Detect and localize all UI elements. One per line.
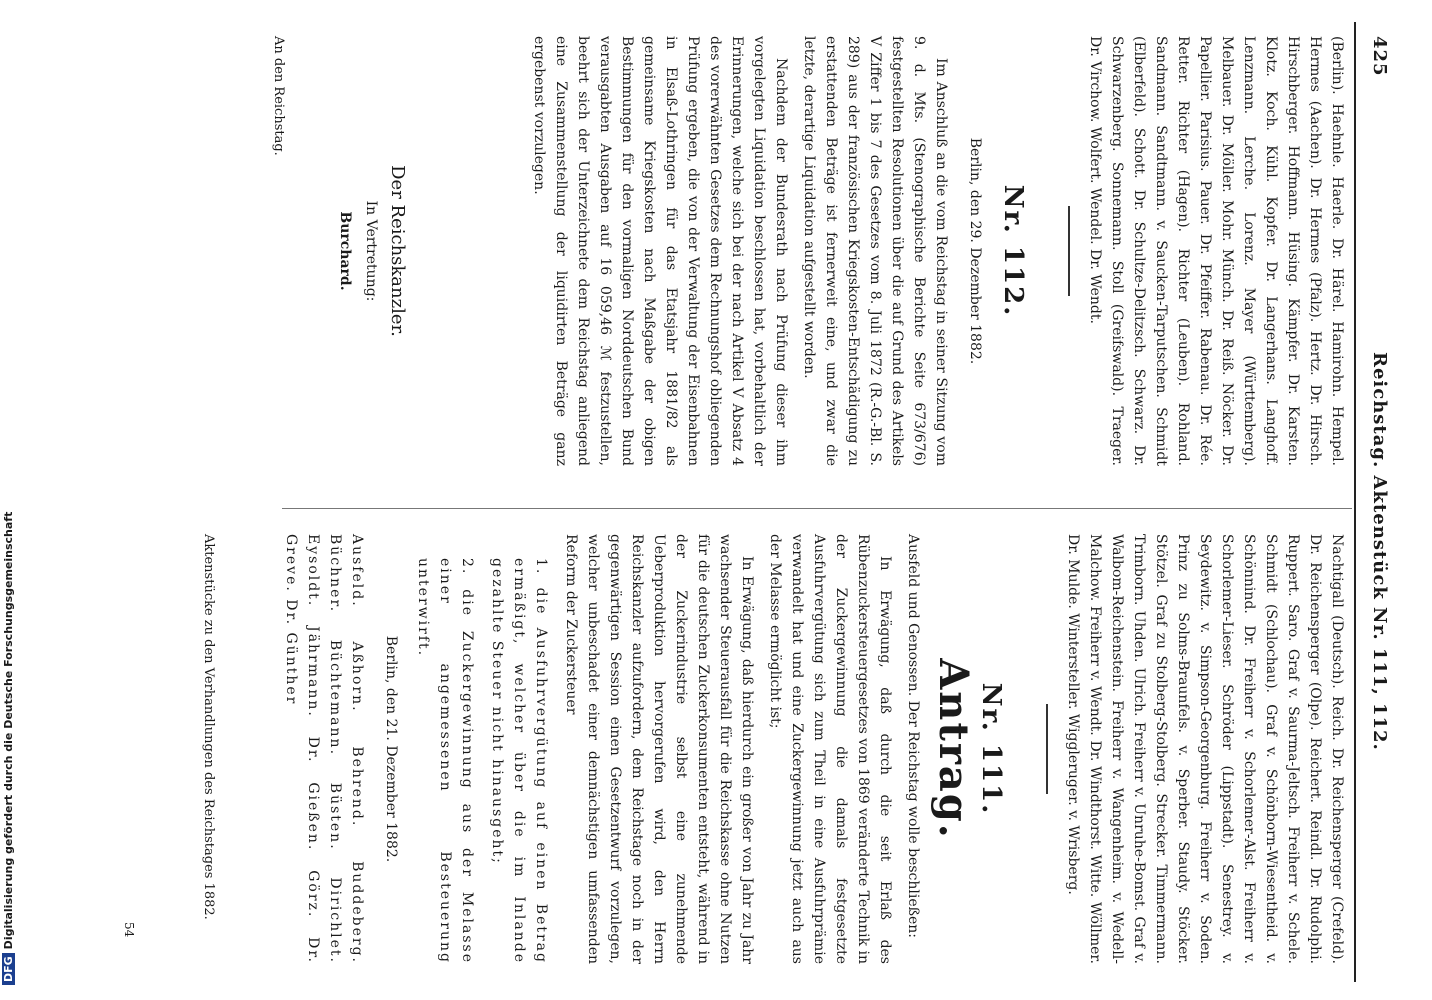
motion-paragraph-1: In Erwägung, daß durch die seit Erlaß des Rübenzuckersteuergesetzes von 1869 veränderte Technik in der Zuckergewinnung die damals festgesetzte Ausfuhrvergütung sich zum Theil in eine Ausfuhrprämie verwandelt hat und eine Zuckergewinnung jetzt auch aus der Melasse ermöglicht ist; [767,534,893,964]
running-header [1356,22,1396,982]
addressee: An den Reichstag. [271,36,286,156]
signature-title: Der Reichskanzler. [387,165,408,337]
motion-intro: Ausfeld und Genossen. Der Reichstag wolle beschließen: [905,534,921,938]
signatories-top: (Berlin). Haehnle. Haerle. Dr. Härel. Hamirohn. Hempel. Hermes (Aachen). Dr. Hermes (Pfalz). Hertz. Dr. Hirsch. Hirschberger. Hoffmann. Hüsing. Kämpfer. Dr. Karsten. Klotz. Koch. Kühl. Kopfer. Dr. Langerhans. Langhoff. Lenzmann. Lerche. Lorenz. Mayer (Württemberg). Melbauer. Dr. Möller. Mohr. Münch. Dr. Reiß. Nöcker. Dr. Papellier. Parisius. Pauer. Dr. Pfeiffer. Rabenau. Dr. Rée. Retter. Richter (Hagen). Richter (Leuben). Rohland. Sandmann. Sandtmann. v. Saucken-Tarputschen. Schmidt (Elberfeld). Schott. Dr. Schultze-Delitzsch. Schwarz. Dr. Schwarzenberg. Sonnemann. Stoll (Greifswald). Traeger. Dr. Virchow. Wolfert. Wendel. Dr. Wendt. [1087,36,1345,466]
signature-deputy: In Vertretung: [363,200,379,302]
motion-item-1: 1. die Ausfuhrvergütung auf einen Betrag ermäßigt, welcher über die im Inlande gezahlte Steuer nicht hinausgeht; [489,558,549,964]
digitization-note: DFGDigitalisierung gefördert durch die Deutsche Forschungsgemeinschaft [2,512,15,985]
motion-paragraph-2: In Erwägung, daß hierdurch ein großer von Jahr zu Jahr wachsender Steuerausfall für die Reichskasse ohne Nutzen für die deutschen Zuckerkonsumenten entsteht, während in der Zuckerindustrie selbst eine zunehmende Ueberproduktion hervorgerufen wird, den Herrn Reichskanzler aufzufordern, dem Reichstage noch in der gegenwärtigen Session einen Gesetzentwurf vorzulegen, welcher unbeschadet einer demnächstigen umfassenden Reform der Zuckersteuer [563,534,755,964]
page-number: 425 [1369,36,1390,77]
motion-list [412,558,552,964]
digitization-strip [0,0,22,1000]
section-divider [1068,206,1070,296]
section-divider-right [1046,704,1048,794]
right-column [274,534,1348,964]
date-112: Berlin, den 29. Dezember 1882. [967,137,983,365]
sheet-number: 54 [122,922,136,938]
signature-name: Burchard. [337,211,353,291]
motion-item-2: 2. die Zuckergewinnung aus der Melasse einer angemessenen Besteuerung unterwirft. [415,558,475,964]
doc-heading-112: Nr. 112. [998,184,1028,318]
column-divider [282,508,1352,509]
doc-heading-111: Nr. 111. [976,682,1006,816]
date-111: Berlin, den 21. Dezember 1882. [383,635,399,863]
left-column [334,36,1348,466]
dfg-logo: DFG [2,953,15,985]
paragraph-2: Nachdem der Bundesrath nach Prüfung dieser ihm vorgelegten Liquidation beschlossen hat, vorbehaltlich der Erinnerungen, welche sich bei der nach Artikel V Absatz 4 des vorerwähnten Gesetzes dem Rechnungshof obliegenden Prüfung ergeben, die von der Verwaltung der Eisenbahnen in Elsaß-Lothringen für das Etatsjahr 1881/82 als gemeinsame Kriegskosten nach Maßgabe der obigen Bestimmungen für den vormaligen Norddeutschen Bund verausgabten Ausgaben auf 16 059,46 ℳ festzustellen, beehrt sich der Unterzeichnete dem Reichstag anliegend eine Zusammenstellung der liquidirten Beträge ganz ergebenst vorzulegen. [531,36,789,466]
antrag-heading: Antrag. [930,658,977,840]
paragraph-1: Im Anschluß an die vom Reichstag in seiner Sitzung vom 9. d. Mts. (Stenographische Berichte Seite 673/676) festgestellten Resolutionen über die auf Grund des Artikels V Ziffer 1 bis 7 des Gesetzes vom 8. Juli 1872 (R.-G.-Bl. S. 289) aus der französischen Kriegskosten-Entschädigung zu erstattenden Beträge ist fernerweit eine, und zwar die letzte, derartige Liquidation aufgestellt worden. [801,36,949,466]
header-rule [1354,22,1356,982]
motion-signatories: Ausfeld. Aßhorn. Behrend. Buddeberg. Büchner. Büchtemann. Büsten. Dirichlet. Eysoldt. Jährmann. Dr. Gießen. Görz. Dr. Greve. Dr. Günther [283,534,365,964]
signature-block [334,36,408,466]
signatories-list: Nachtigall (Deutsch). Reich. Dr. Reichensperger (Crefeld). Dr. Reichensperger (Olpe). Reichert. Reindl. Dr. Rudolphi. Ruppert. Saro. Graf v. Saurma-Jeltsch. Freiherr v. Schele. Schmidt (Schlochau). Graf v. Schönborn-Wiesentheid. v. Schönnind. Dr. Freiherr v. Schorlemer-Alst. Freiherr v. Schorlemer-Lieser. Schröder (Lippstadt). Senestrey. v. Seydewitz. v. Simpson-Georgenburg. Freiherr v. Soden. Prinz zu Solms-Braunfels. v. Sperber. Staudy. Stöcker. Stötzel. Graf zu Stolberg-Stolberg. Strecker. Timmermann. Trimborn. Uhden. Ulrich. Freiherr v. Unruhe-Bomst. Graf v. Walbom-Reichenstein. Freiherr v. Wangenheim. v. Wedell-Malchow. Freiherr v. Wendt. Dr. Windthorst. Witte. Wöllmer. Dr. Mulde. Wintersteller. Wiggleruger. v. Wrisberg. [1065,534,1345,964]
header-title: Reichstag. Aktenstück Nr. 111, 112. [1369,352,1390,751]
footer-note: Aktenstücke zu den Verhandlungen des Reichstages 1882. [201,534,216,920]
rotated-sheet [56,22,1396,982]
